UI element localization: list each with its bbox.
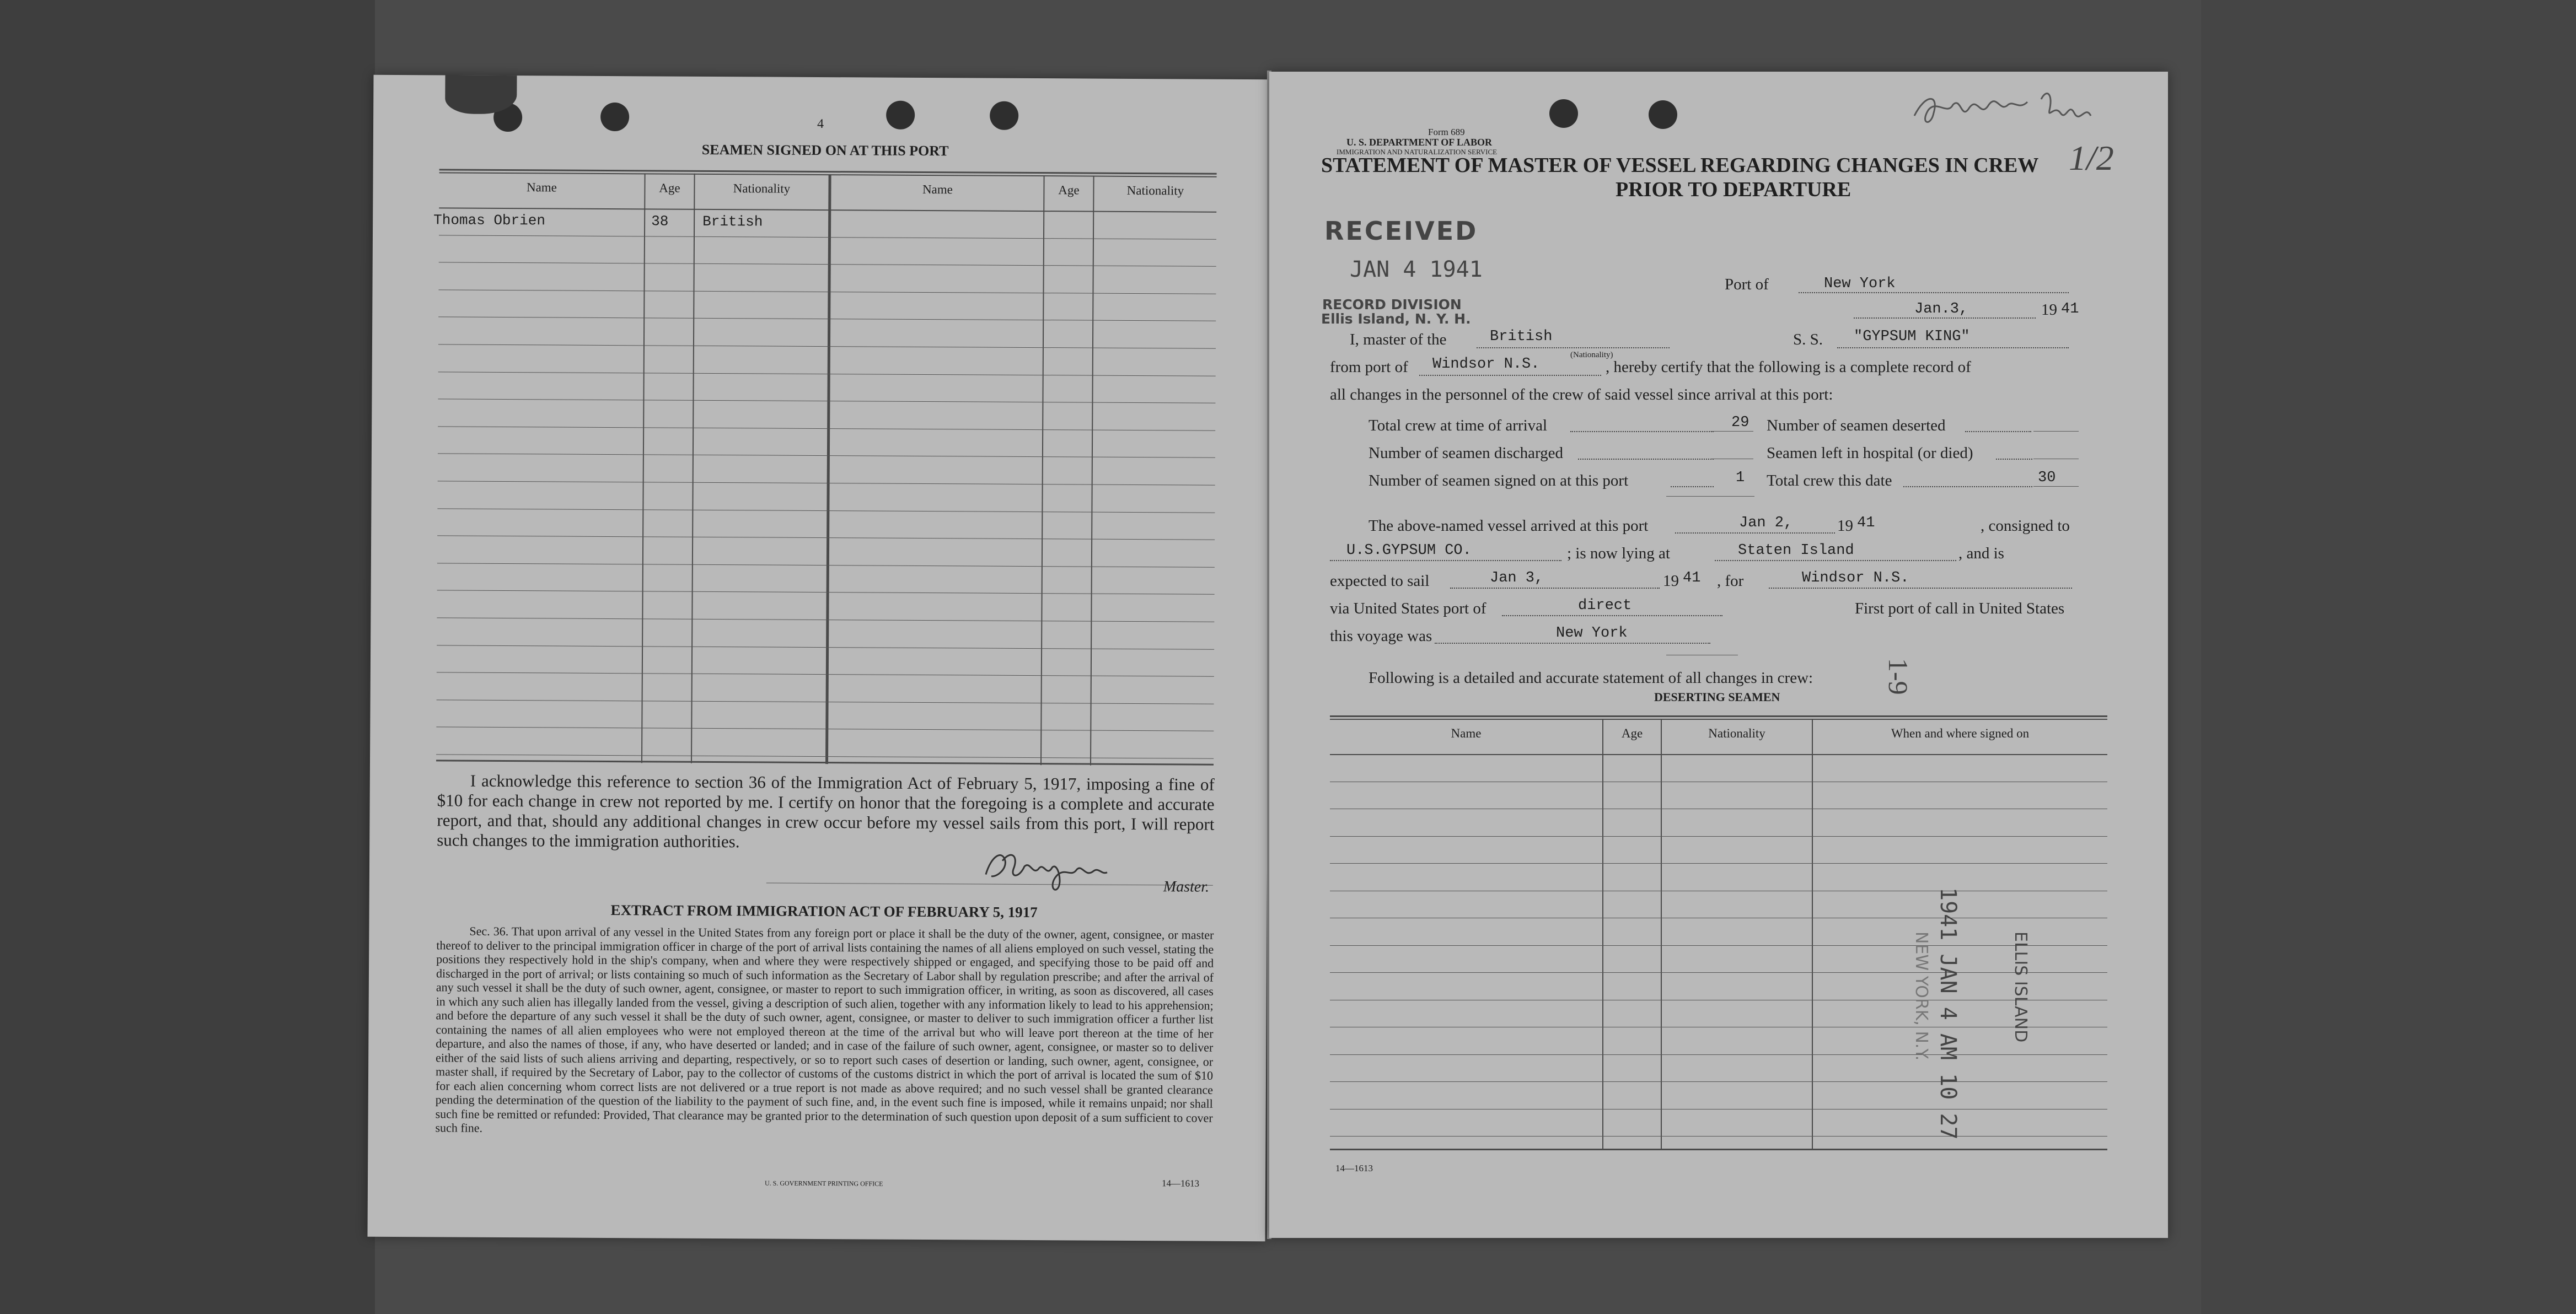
table-row-line (1330, 1136, 2107, 1137)
table-row-age: 38 (651, 213, 669, 230)
date-year-value: 41 (2061, 301, 2079, 317)
column-header-name: Name (922, 182, 953, 197)
extract-title: EXTRACT FROM IMMIGRATION ACT OF FEBRUARY 5, 1917 (610, 902, 1038, 921)
expected-label: expected to sail (1330, 572, 1430, 590)
certify-text: , hereby certify that the following is a complete record of (1606, 358, 1971, 376)
punch-hole (1649, 100, 1677, 129)
table-row-line (1330, 836, 2107, 837)
column-header-signed-on: When and where signed on (1891, 726, 2030, 740)
column-header-age: Age (1621, 726, 1643, 740)
expected-year-prefix: 19 (1663, 572, 1679, 590)
expected-date: Jan 3, (1490, 570, 1544, 586)
deserting-seamen-table (1330, 715, 2107, 1151)
consigned-label: , consigned to (1981, 517, 2070, 535)
total-crew-date-label: Total crew this date (1767, 472, 1892, 489)
punch-hole (886, 101, 915, 130)
signed-on-label: Number of seamen signed on at this port (1368, 472, 1629, 489)
arrived-year-prefix: 19 (1837, 517, 1853, 535)
side-stamp-datetime: 1941 JAN 4 AM 10 27 (1935, 887, 1961, 1140)
table-row-line (1330, 1054, 2107, 1055)
via-label: via United States port of (1330, 600, 1486, 617)
master-of-label: I, master of the (1350, 331, 1447, 348)
received-stamp-division: RECORD DIVISION (1322, 297, 1462, 313)
table-row-name: Thomas Obrien (433, 212, 546, 229)
received-stamp-word: RECEIVED (1324, 216, 1478, 246)
nationality-caption: (Nationality) (1570, 351, 1613, 359)
form-code: 14—1613 (1161, 1178, 1200, 1189)
column-header-age: Age (659, 181, 680, 195)
extract-paragraph: Sec. 36. That upon arrival of any vessel in the United States from any foreign port or place it shall be the duty of the owner, agent, consignee, or master thereof to deliver to the principal immigration officer in charge of the port of arrival lists containing the names of all aliens employed on such vessel, stating the positions they respectively hold in the ship's company, when and where they were respectively shipped or engaged, and specifying those to be paid off and discharged in the port of arrival; or lists containing so much of such information as the Secretary of Labor shall by regulation prescribe; and after the arrival of any such vessel it shall be the duty of such owner, agent, consignee, or master to report to such immigration officer, in writing, as soon as discovered, all cases in which any such alien has illegally landed from the vessel, giving a description of such alien, together with any information likely to lead to his apprehension; and before the departure of any such vessel it shall be the duty of such owner, agent, consignee, or master to deliver to such immigration officer a further list containing the names of all alien employees who were not employed thereon at the time of the arrival but who will leave port thereon at the time of her departure, and also the names of those, if any, who have deserted or landed; and in case of the failure of such owner, agent, consignee, or master so to deliver either of the said lists of such aliens arriving and departing, respectively, or so to report such cases of desertion or landing, such owner, agent, consignee, or master shall, if required by the Secretary of Labor, pay to the collector of customs of the customs district in which the port of arrival is located the sum of $10 for each alien concerning whom correct lists are not delivered or a true report is not made as above required; and no such vessel shall be granted clearance pending the determination of the question of the liability to the payment of such fine, and, in the event such fine is imposed, while it remains unpaid; nor shall such fine be remitted or refunded: Provided, That clearance may be granted prior to the determination of such question upon deposit of a sum sufficient to cover such fine. (435, 924, 1214, 1135)
table-row-line (1330, 863, 2107, 864)
consignee-value: U.S.GYPSUM CO. (1346, 542, 1472, 559)
column-header-age: Age (1058, 183, 1080, 197)
side-stamp-ellis-island: ELLIS ISLAND (2011, 931, 2030, 1043)
table-row-nationality: British (702, 213, 763, 230)
total-crew-arrival-value: 29 (1731, 414, 1749, 431)
hospital-label: Seamen left in hospital (or died) (1767, 444, 1973, 462)
handwritten-ship-name (1909, 83, 2096, 143)
and-is-label: , and is (1958, 545, 2004, 562)
deserted-label: Number of seamen deserted (1767, 417, 1946, 434)
total-crew-date-value: 30 (2038, 470, 2056, 486)
torn-corner (445, 75, 517, 114)
column-header-nationality: Nationality (1126, 183, 1184, 198)
punch-hole (990, 101, 1018, 130)
acknowledgment-paragraph: I acknowledge this reference to section 36 of the Immigration Act of February 5, 1917, imposing a fine of $10 for each change in crew not reported by me. I certify on honor that the foregoing is a complete and accurate report, and that, should any additional changes in crew occur before my vessel sails from this port, I will report such changes to the immigration authorities. (437, 771, 1215, 852)
via-value: direct (1578, 597, 1632, 614)
table-row-line (1330, 972, 2107, 973)
form-number: Form 689 (1428, 127, 1465, 137)
side-stamp-new-york: NEW YORK, N.Y. (1912, 931, 1931, 1061)
arrived-date: Jan 2, (1739, 515, 1793, 531)
scanner-background-left (0, 0, 375, 1314)
page-number: 4 (817, 116, 824, 132)
date-year-prefix: 19 (2041, 301, 2057, 319)
arrived-year-value: 41 (1857, 515, 1875, 531)
handwritten-count: 1-9 (1883, 658, 1914, 695)
table-row-line (1330, 1081, 2107, 1082)
table-row-line (1330, 1109, 2107, 1110)
nationality-value: British (1490, 328, 1553, 345)
table-title: SEAMEN SIGNED ON AT THIS PORT (701, 141, 949, 159)
for-value: Windsor N.S. (1802, 570, 1909, 586)
expected-year-value: 41 (1683, 570, 1701, 586)
master-signature (980, 844, 1113, 895)
column-header-nationality: Nationality (1708, 726, 1765, 740)
form-title-line2: PRIOR TO DEPARTURE (1616, 178, 1852, 201)
column-header-nationality: Nationality (733, 181, 791, 196)
left-page (367, 75, 1271, 1241)
handwritten-page-fraction: 1/2 (2069, 138, 2114, 177)
from-port-value: Windsor N.S. (1432, 356, 1540, 373)
column-header-name: Name (1451, 726, 1482, 740)
column-header-name: Name (526, 180, 557, 195)
master-label: Master. (1163, 878, 1210, 896)
punch-hole (600, 103, 629, 131)
this-voyage-label: this voyage was (1330, 627, 1432, 645)
port-of-value: New York (1824, 276, 1896, 292)
ship-name: "GYPSUM KING" (1854, 328, 1970, 345)
received-stamp-location: Ellis Island, N. Y. H. (1321, 311, 1471, 327)
scanner-background-right (2201, 0, 2576, 1314)
service-name: IMMIGRATION AND NATURALIZATION SERVICE (1337, 148, 1498, 156)
from-port-label: from port of (1330, 358, 1408, 376)
seamen-signed-on-table (433, 169, 1217, 765)
first-port-label: First port of call in United States (1855, 600, 2065, 617)
punch-hole (1549, 99, 1578, 128)
form-code: 14—1613 (1335, 1163, 1373, 1173)
for-label: , for (1717, 572, 1744, 590)
date-value: Jan.3, (1914, 301, 1968, 317)
all-changes-text: all changes in the personnel of the crew of said vessel since arrival at this port: (1330, 386, 1833, 403)
table-row-line (1330, 945, 2107, 946)
department-name: U. S. DEPARTMENT OF LABOR (1346, 137, 1493, 148)
right-page (1269, 72, 2168, 1238)
signed-on-value: 1 (1736, 470, 1745, 486)
this-voyage-value: New York (1556, 625, 1628, 642)
received-stamp-date: JAN 4 1941 (1350, 257, 1483, 282)
lying-value: Staten Island (1738, 542, 1854, 559)
total-crew-arrival-label: Total crew at time of arrival (1368, 417, 1548, 434)
arrived-label: The above-named vessel arrived at this port (1368, 517, 1649, 535)
discharged-label: Number of seamen discharged (1368, 444, 1563, 462)
ss-label: S. S. (1793, 331, 1823, 348)
printer-note: U. S. GOVERNMENT PRINTING OFFICE (764, 1179, 883, 1188)
deserting-seamen-title: DESERTING SEAMEN (1654, 690, 1780, 704)
following-text: Following is a detailed and accurate statement of all changes in crew: (1368, 669, 1813, 687)
form-title-line1: STATEMENT OF MASTER OF VESSEL REGARDING CHANGES IN CREW (1321, 154, 2039, 177)
lying-label: ; is now lying at (1567, 545, 1670, 562)
port-of-label: Port of (1725, 276, 1769, 293)
